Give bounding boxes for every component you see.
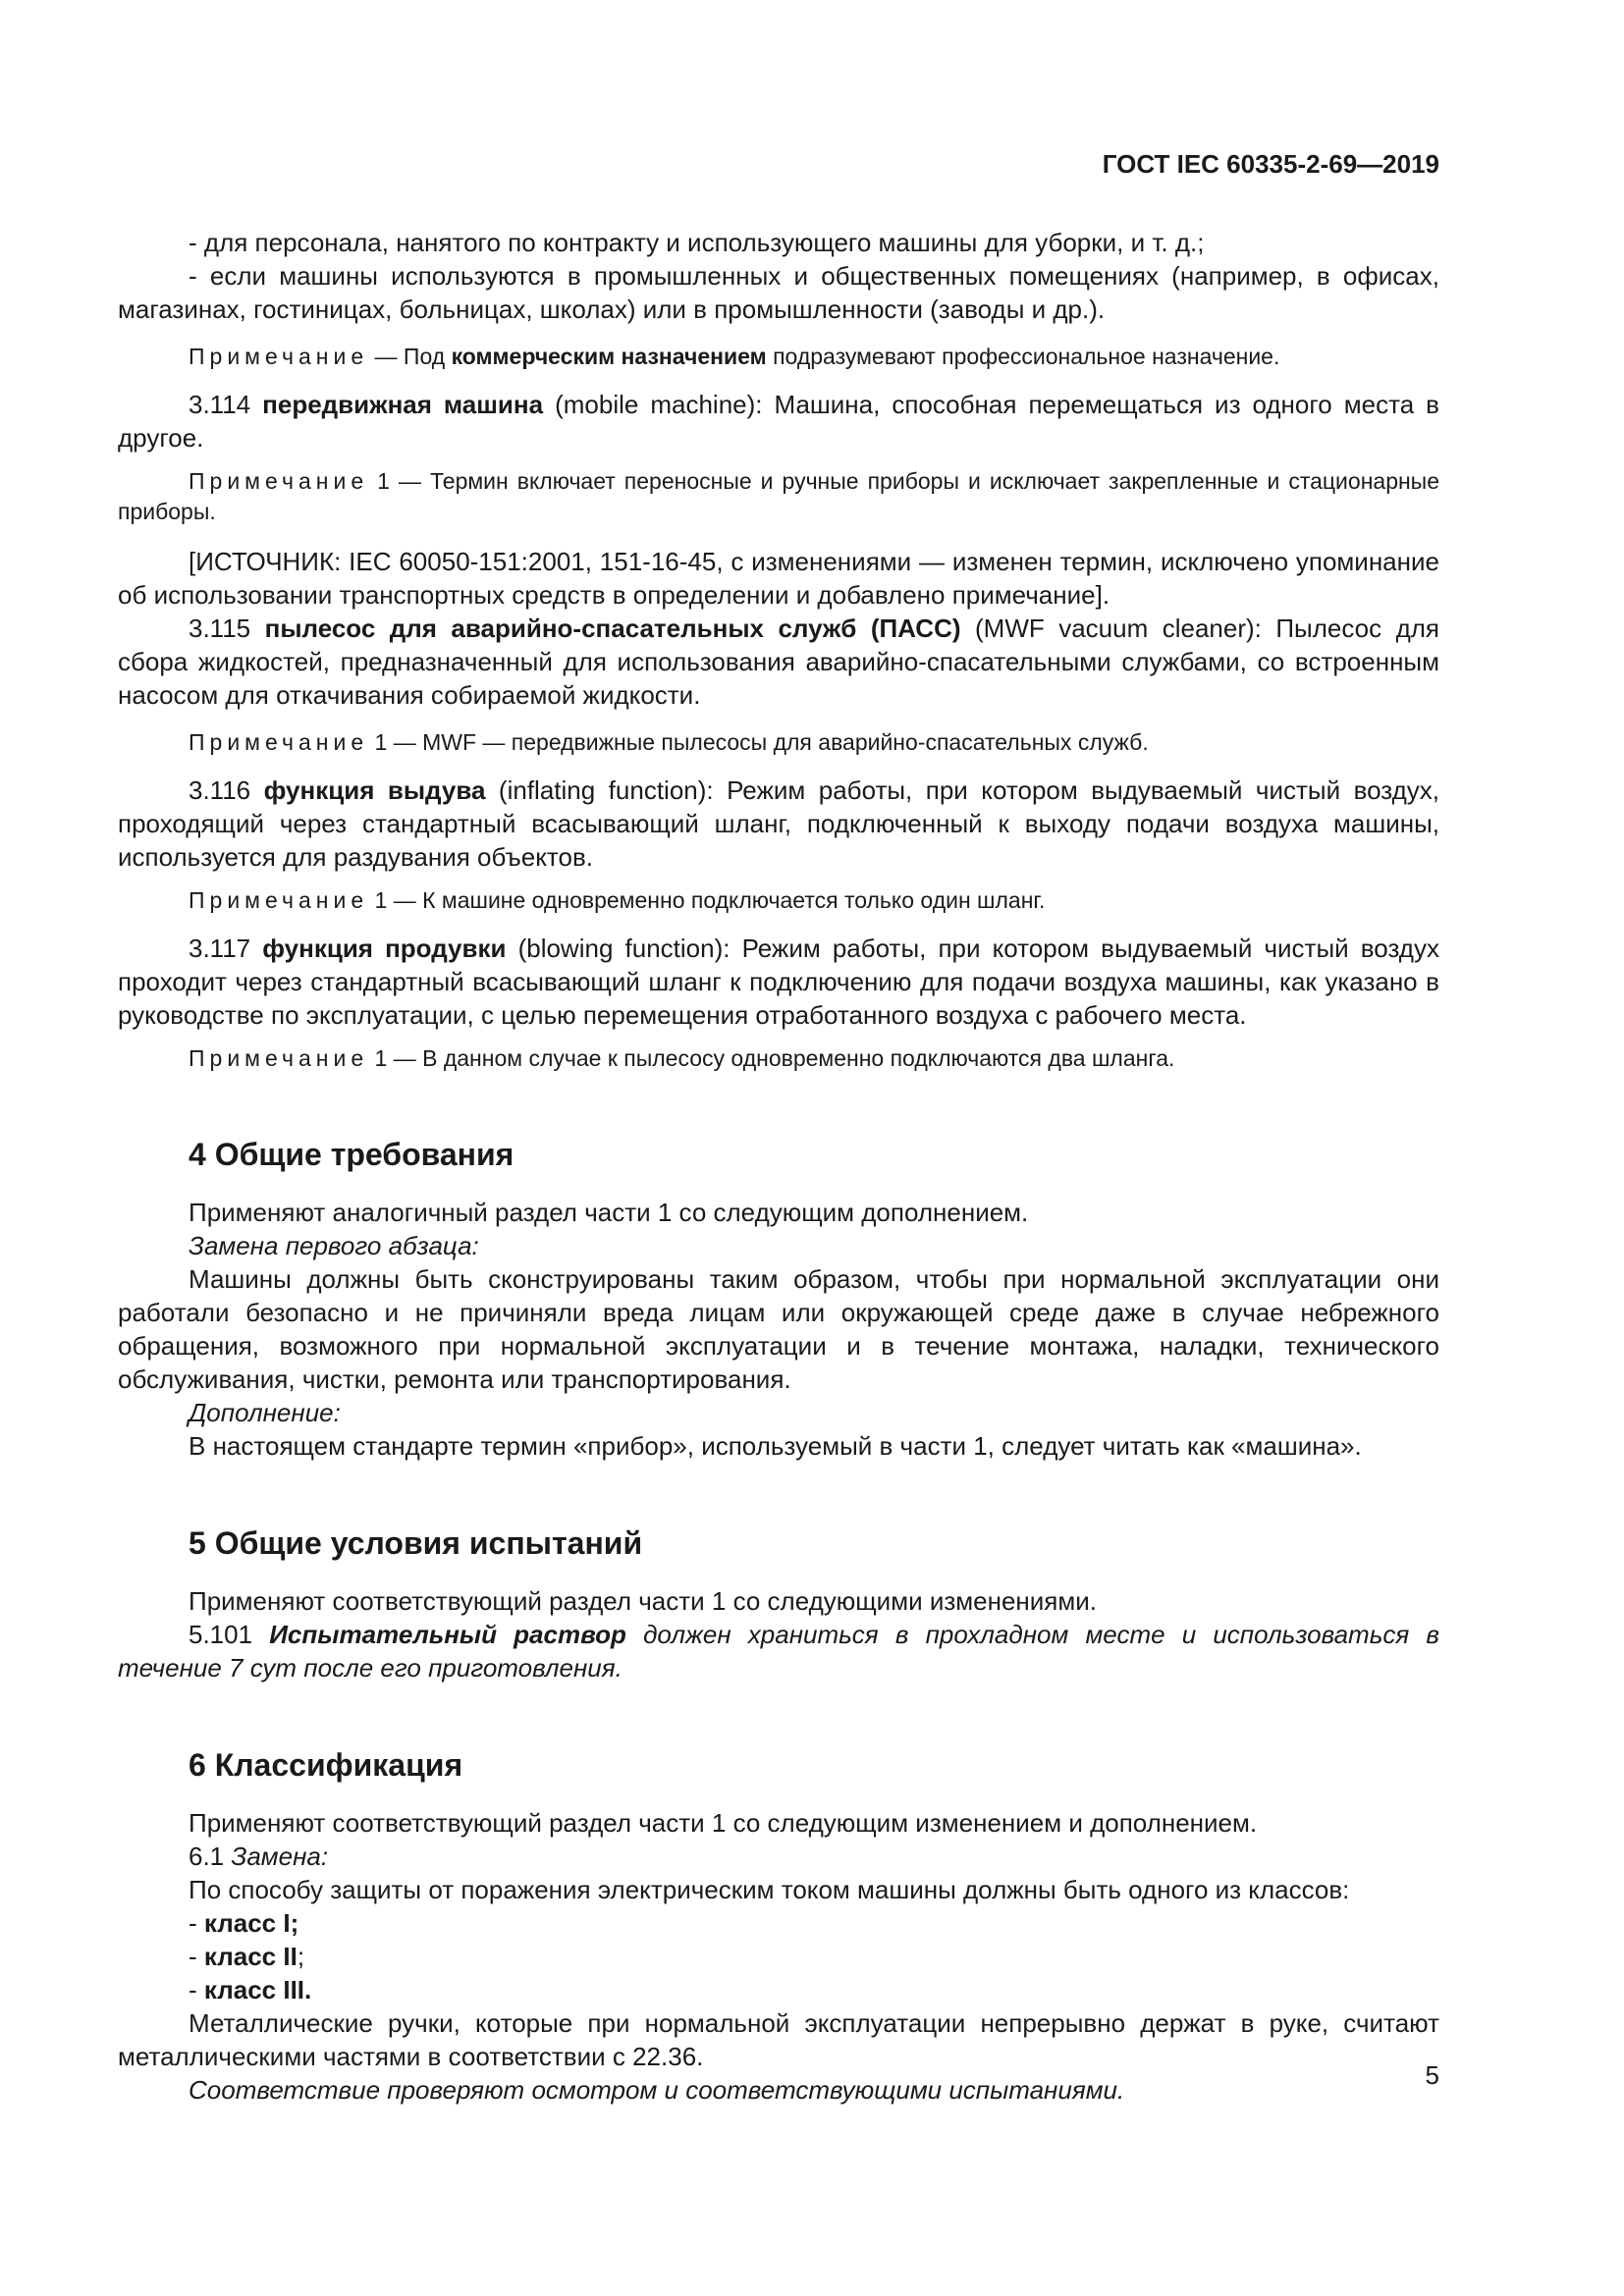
section-5-clause-5-101: 5.101 Испытательный раствор должен храниться в прохладном месте и использоваться в течение 7 сут после его приготовления. <box>118 1620 1439 1682</box>
class-list-item: - класс II; <box>189 1942 305 1971</box>
section-4-para: В настоящем стандарте термин «прибор», используемый в части 1, следует читать как «машина». <box>189 1431 1362 1461</box>
section-4-para: Применяют аналогичный раздел части 1 со следующим дополнением. <box>189 1198 1029 1227</box>
document-header: ГОСТ IEC 60335-2-69—2019 <box>1102 149 1439 179</box>
section-6-para: Применяют соответствующий раздел части 1 со следующим изменением и дополнением. <box>189 1808 1258 1838</box>
page-content <box>118 226 1439 2107</box>
section-4-heading: 4 Общие требования <box>189 1137 514 1172</box>
class-list-item: - класс I; <box>189 1908 299 1938</box>
class-list-item: - класс III. <box>189 1975 312 2004</box>
term-3-114: 3.114 передвижная машина (mobile machine): Машина, способная перемещаться из одного места в другое. <box>118 390 1439 453</box>
term-3-116: 3.116 функция выдува (inflating function): Режим работы, при котором выдуваемый чистый воздух, проходящий через стандартный всасывающий шланг, подключенный к выходу подачи воздуха машины, используется для раздувания объектов. <box>118 775 1440 872</box>
page-number: 5 <box>1425 2060 1439 2090</box>
note-3-117: Примечание 1 — В данном случае к пылесосу одновременно подключаются два шланга. <box>189 1045 1175 1071</box>
section-4-para: Замена первого абзаца: <box>189 1231 479 1260</box>
note-commercial: Примечание — Под коммерческим назначением подразумевают профессиональное назначение. <box>189 344 1280 369</box>
section-6-heading: 6 Классификация <box>189 1747 463 1783</box>
source-3-114: [ИСТОЧНИК: IEC 60050-151:2001, 151-16-45, с изменениями — изменен термин, исключено упоминание об использовании транспортных средств в определении и добавлено примечание]. <box>118 547 1439 610</box>
section-6-clause-6-1: 6.1 Замена: <box>189 1842 329 1871</box>
note-3-115: Примечание 1 — MWF — передвижные пылесосы для аварийно-спасательных служб. <box>189 729 1149 755</box>
section-6-para: По способу защиты от поражения электрическим током машины должны быть одного из классов: <box>189 1875 1350 1904</box>
section-4-para: Дополнение: <box>189 1398 341 1427</box>
term-3-117: 3.117 функция продувки (blowing function): Режим работы, при котором выдуваемый чистый воздух проходит через стандартный всасывающий шланг к подключению для подачи воздуха машины, как указано в руководстве по эксплуатации, с целью перемещения отработанного воздуха с рабочего места. <box>118 934 1439 1030</box>
note-3-116: Примечание 1 — К машине одновременно подключается только один шланг. <box>189 887 1046 913</box>
section-6-para: Металлические ручки, которые при нормальной эксплуатации непрерывно держат в руке, считают металлическими частями в соответствии с 22.36. <box>118 2008 1439 2071</box>
section-5-para: Применяют соответствующий раздел части 1 со следующими изменениями. <box>189 1586 1098 1616</box>
section-5-heading: 5 Общие условия испытаний <box>189 1525 643 1561</box>
section-6-para: Соответствие проверяют осмотром и соответствующими испытаниями. <box>189 2075 1125 2105</box>
list-item: - для персонала, нанятого по контракту и использующего машины для уборки, и т. д.; <box>189 228 1205 257</box>
note-3-114: Примечание 1 — Термин включает переносные и ручные приборы и исключает закрепленные и стационарные приборы. <box>118 468 1440 524</box>
term-3-115: 3.115 пылесос для аварийно-спасательных служб (ПАСС) (MWF vacuum cleaner): Пылесос для сбора жидкостей, предназначенный для использования аварийно-спасательными службами, со встроенным насосом для откачивания собираемой жидкости. <box>118 614 1440 710</box>
list-item: - если машины используются в промышленных и общественных помещениях (например, в офисах, магазинах, гостиницах, больницах, школах) или в промышленности (заводы и др.). <box>118 261 1439 324</box>
section-4-para: Машины должны быть сконструированы таким образом, чтобы при нормальной эксплуатации они работали безопасно и не причиняли вреда лицам или окружающей среде даже в случае небрежного обращения, возможного при нормальной эксплуатации и в течение монтажа, наладки, технического обслуживания, чистки, ремонта или транспортирования. <box>118 1264 1439 1394</box>
